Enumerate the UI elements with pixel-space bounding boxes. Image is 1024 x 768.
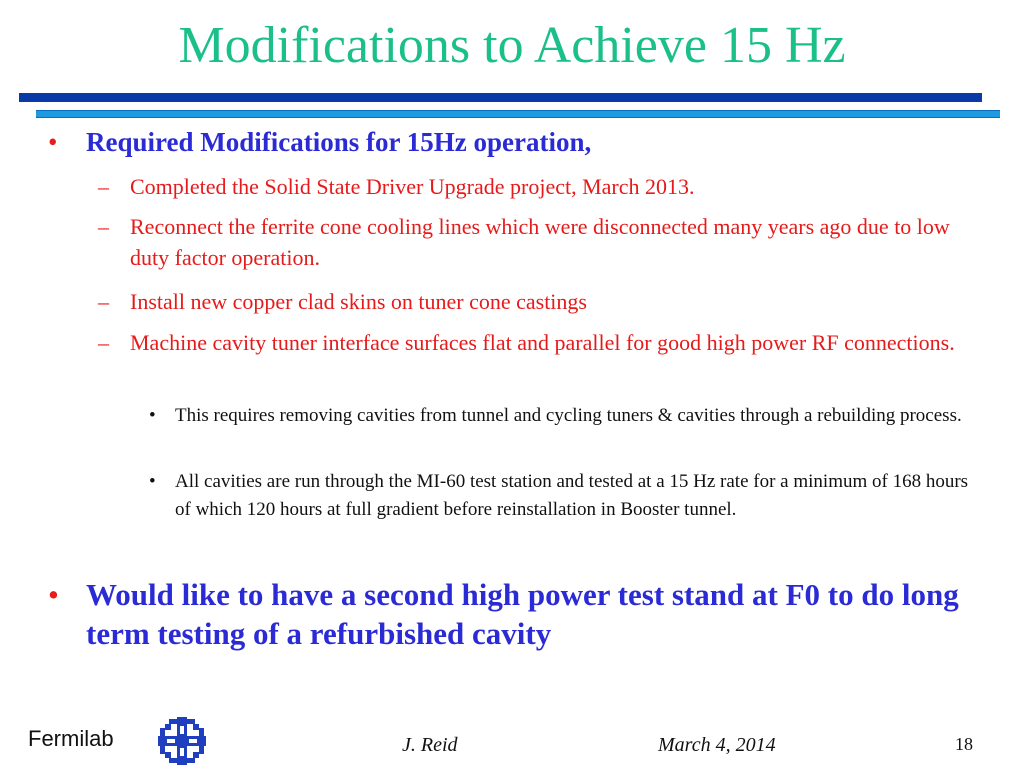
sub-sub-bullet-removing-cavities xyxy=(149,402,975,430)
sub-bullet-marker: – xyxy=(98,289,109,314)
sub-bullet-machine-tuner xyxy=(98,327,960,358)
sub-bullet-copper-skins xyxy=(98,286,960,317)
sub-bullet-ferrite-cooling xyxy=(98,211,960,273)
sub-bullet-text: Machine cavity tuner interface surfaces flat and parallel for good high power RF connections. xyxy=(130,330,955,355)
bullet-marker: • xyxy=(48,577,59,612)
bullet-text: Required Modifications for 15Hz operation, xyxy=(86,127,592,157)
sub-bullet-text: Install new copper clad skins on tuner cone castings xyxy=(130,289,587,314)
sub-bullet-marker: – xyxy=(98,330,109,355)
fermilab-wordmark: Fermilab xyxy=(28,726,114,751)
footer-date: March 4, 2014 xyxy=(658,734,776,756)
page-number: 18 xyxy=(955,734,973,754)
slide-title: Modifications to Achieve 15 Hz xyxy=(178,17,846,74)
sub-bullet-text: Completed the Solid State Driver Upgrade project, March 2013. xyxy=(130,174,695,199)
sub-bullet-marker: – xyxy=(98,174,109,199)
sub-bullet-solid-state-driver xyxy=(98,171,960,202)
sub-bullet-text: Reconnect the ferrite cone cooling lines which were disconnected many years ago due to low duty factor operation. xyxy=(130,214,950,270)
bullet-required-modifications xyxy=(48,127,986,157)
bullet-marker: • xyxy=(48,127,58,157)
title-rule-dark xyxy=(19,93,982,102)
sub-sub-bullet-marker: • xyxy=(149,405,156,426)
sub-bullet-marker: – xyxy=(98,214,109,239)
sub-sub-bullet-text: This requires removing cavities from tunnel and cycling tuners & cavities through a rebuilding process. xyxy=(175,405,962,426)
sub-sub-bullet-mi60-test xyxy=(149,468,975,524)
sub-sub-bullet-text: All cavities are run through the MI-60 test station and tested at a 15 Hz rate for a minimum of 168 hours of which 120 hours at full gradient before reinstallation in Booster tunnel. xyxy=(175,471,969,520)
fermilab-logo-icon xyxy=(157,716,207,766)
title-rule-light xyxy=(36,110,1000,118)
bullet-second-test-stand xyxy=(48,575,986,653)
footer-author: J. Reid xyxy=(402,734,458,756)
sub-sub-bullet-marker: • xyxy=(149,471,156,492)
bullet-text: Would like to have a second high power test stand at F0 to do long term testing of a refurbished cavity xyxy=(86,577,959,651)
